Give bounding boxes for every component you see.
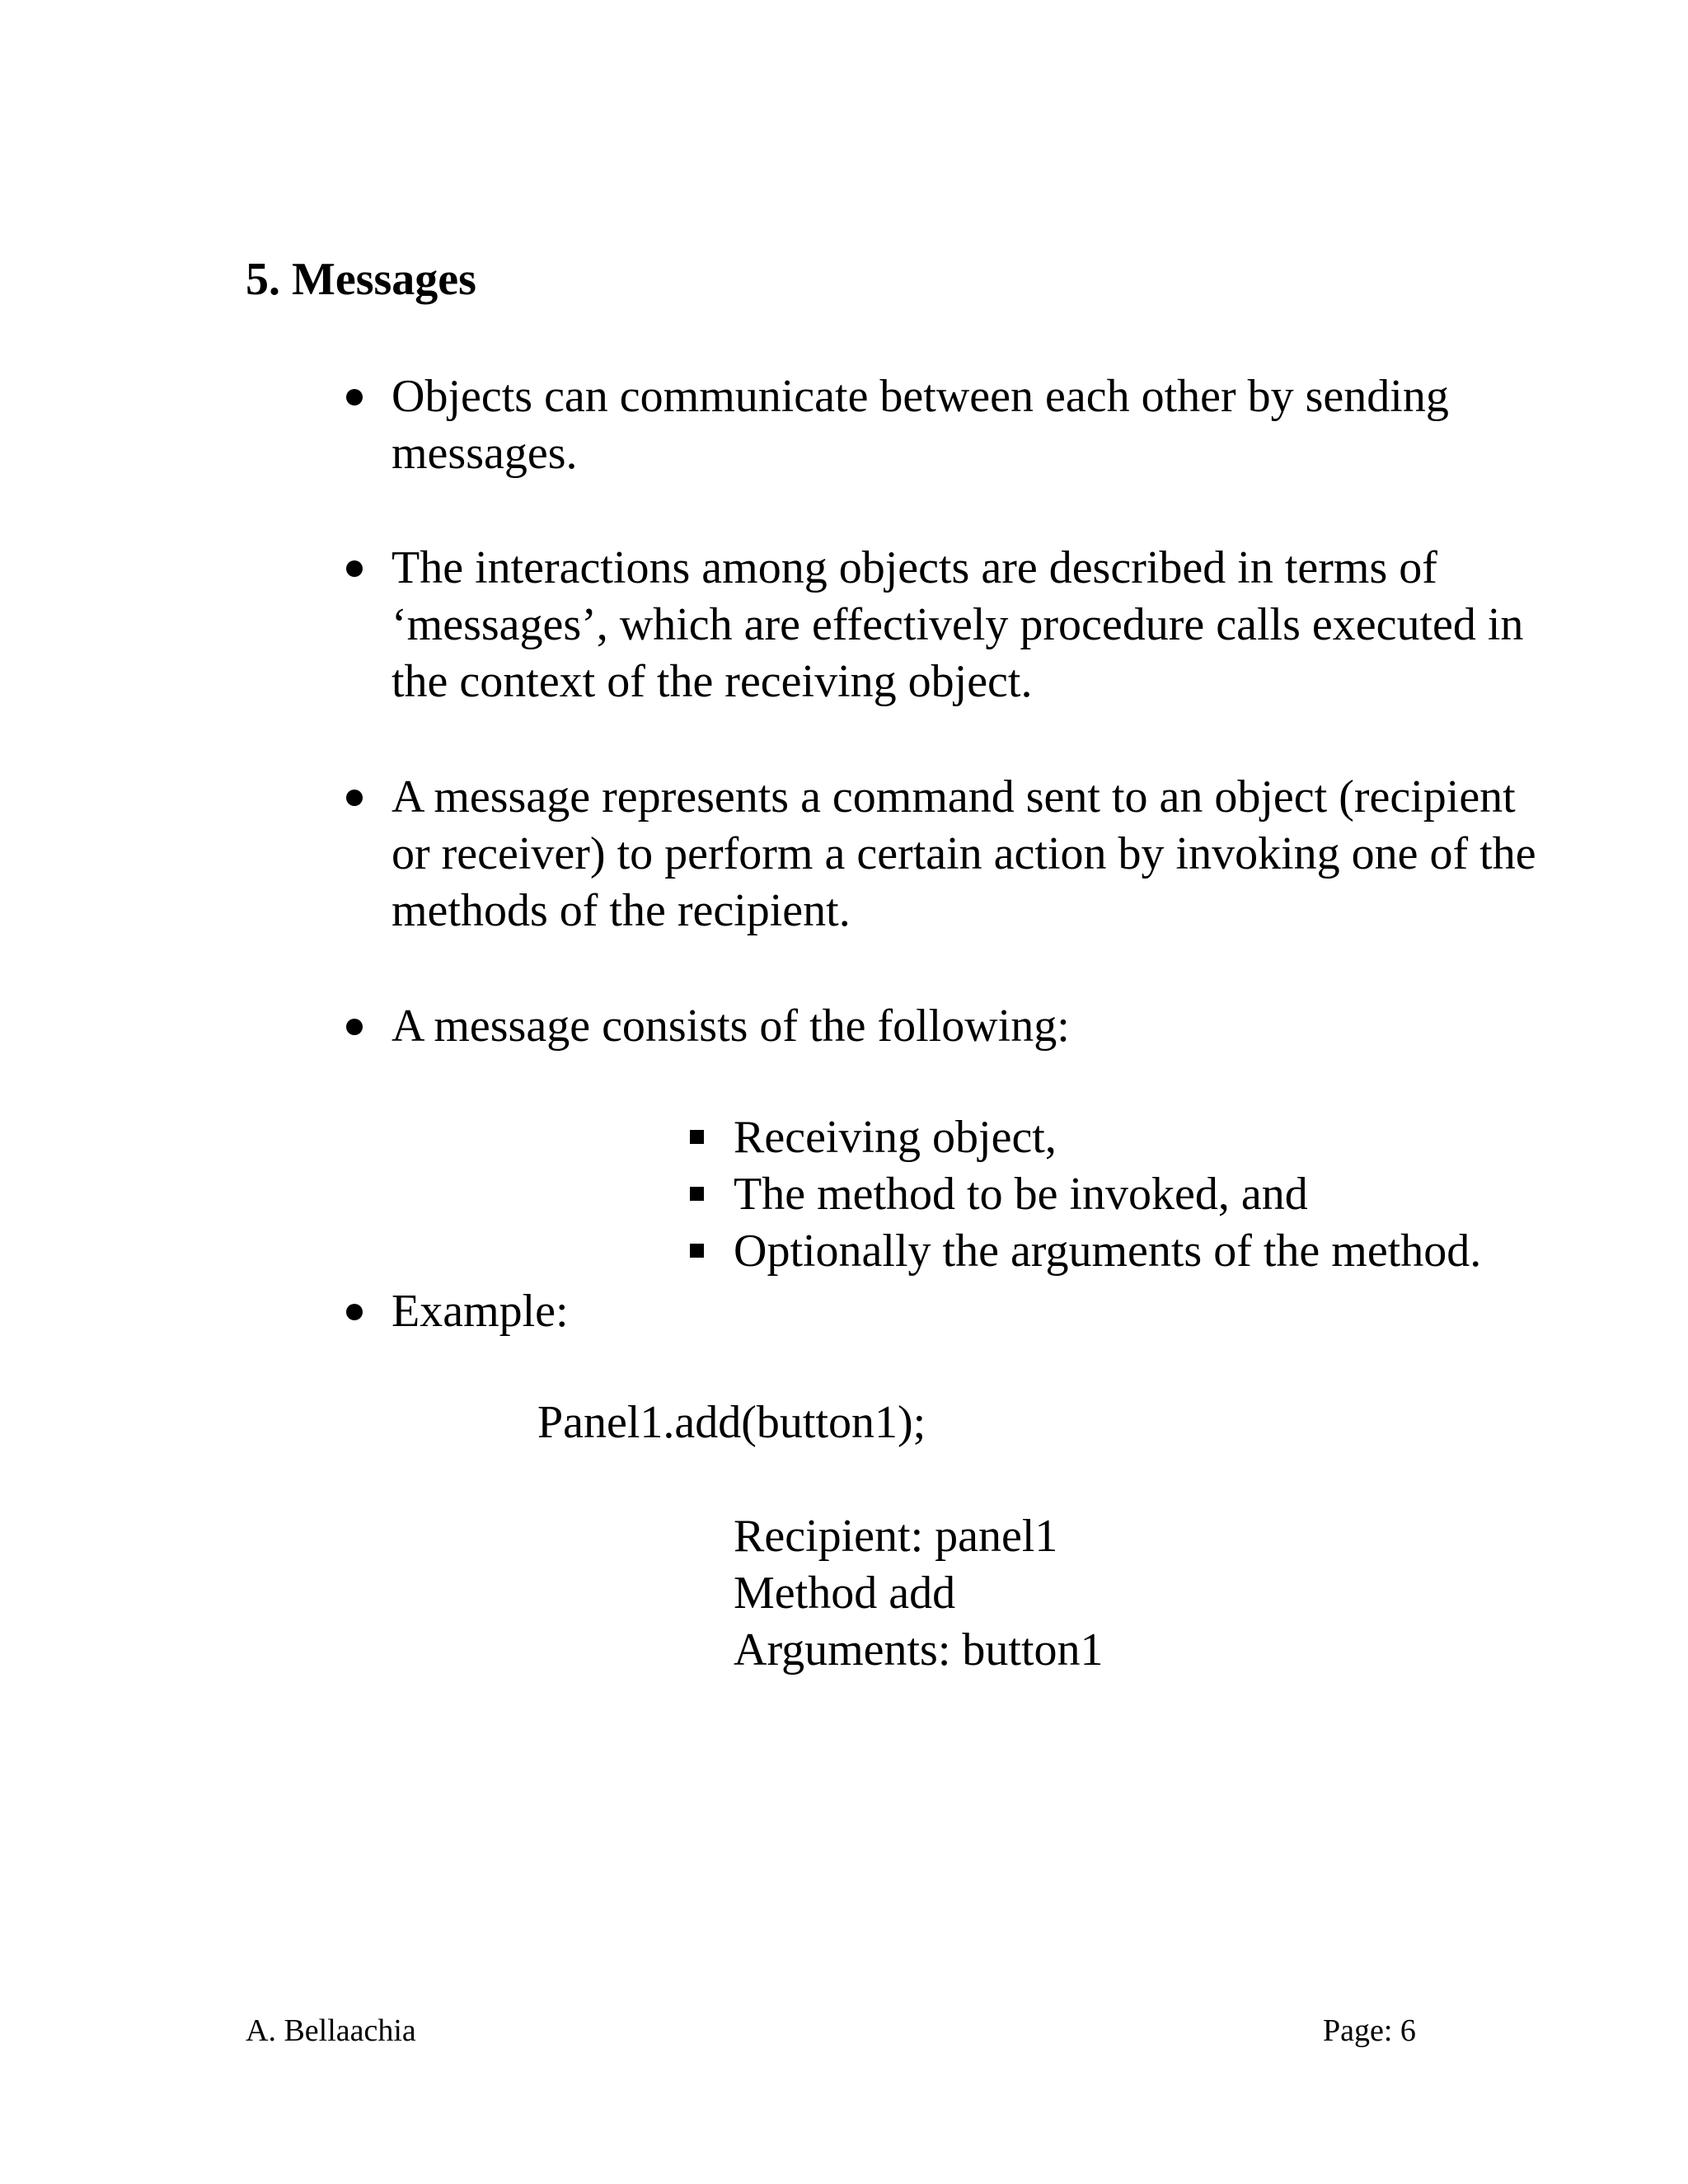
bullet-3-line-1: A message represents a command sent to an object (recipient bbox=[392, 771, 1516, 823]
footer-page-number: Page: 6 bbox=[1323, 2013, 1416, 2048]
bullet-2-line-2: ‘messages’, which are effectively procedure calls executed in bbox=[392, 599, 1524, 650]
message-part-1: Receiving object, bbox=[734, 1112, 1057, 1163]
example-arguments: Arguments: button1 bbox=[734, 1624, 1104, 1675]
square-bullet bbox=[690, 1130, 704, 1144]
square-bullet bbox=[690, 1187, 704, 1201]
bullet-dot bbox=[346, 1304, 363, 1320]
bullet-2-line-1: The interactions among objects are described in terms of bbox=[392, 542, 1437, 593]
bullet-5-line-1: Example: bbox=[392, 1286, 569, 1337]
square-bullet bbox=[690, 1244, 704, 1258]
bullet-dot bbox=[346, 560, 363, 577]
bullet-4-line-1: A message consists of the following: bbox=[392, 1001, 1070, 1052]
bullet-2-line-3: the context of the receiving object. bbox=[392, 656, 1033, 707]
bullet-dot bbox=[346, 790, 363, 806]
footer-author: A. Bellaachia bbox=[246, 2013, 416, 2048]
bullet-3-line-2: or receiver) to perform a certain action by invoking one of the bbox=[392, 828, 1536, 879]
bullet-1-line-1: Objects can communicate between each other by sending bbox=[392, 371, 1449, 422]
message-part-2: The method to be invoked, and bbox=[734, 1169, 1308, 1220]
bullet-1-line-2: messages. bbox=[392, 428, 578, 479]
example-method: Method add bbox=[734, 1568, 956, 1619]
bullet-dot bbox=[346, 1019, 363, 1035]
example-recipient: Recipient: panel1 bbox=[734, 1511, 1058, 1562]
bullet-3-line-3: methods of the recipient. bbox=[392, 885, 851, 936]
message-part-3: Optionally the arguments of the method. bbox=[734, 1226, 1482, 1277]
example-code: Panel1.add(button1); bbox=[537, 1397, 926, 1448]
section-heading: 5. Messages bbox=[246, 254, 476, 305]
bullet-dot bbox=[346, 389, 363, 405]
